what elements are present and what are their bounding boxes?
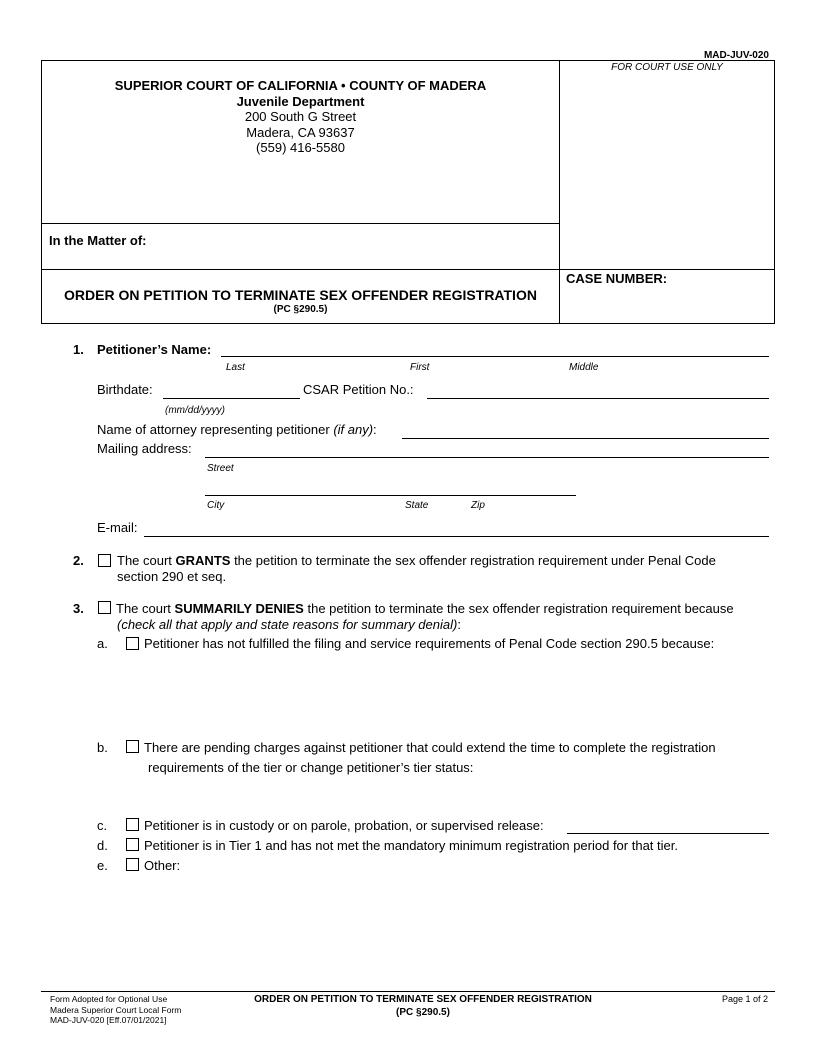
- court-city: Madera, CA 93637: [246, 124, 355, 140]
- item-a-letter: a.: [97, 636, 108, 651]
- item-b-text: There are pending charges against petitioner that could extend the time to complete the registration: [144, 740, 716, 755]
- birthdate-label: Birthdate:: [97, 382, 153, 397]
- item-e-text: Other:: [144, 858, 181, 873]
- csar-label: CSAR Petition No.:: [303, 382, 414, 397]
- email-field[interactable]: [144, 536, 769, 537]
- document-title-code: (PC §290.5): [273, 304, 328, 315]
- form-id: MAD-JUV-020: [703, 50, 769, 61]
- street-caption: Street: [207, 463, 234, 474]
- email-label: E-mail:: [97, 520, 138, 535]
- footer-center: [213, 994, 633, 1019]
- item-b-text-line2: requirements of the tier or change petitioner’s tier status:: [148, 760, 474, 775]
- matter-label: In the Matter of:: [49, 233, 147, 248]
- section1-number: 1.: [73, 342, 84, 357]
- court-street: 200 South G Street: [244, 109, 357, 124]
- footer-title-code: (PC §290.5): [396, 1006, 450, 1018]
- item-d-text: Petitioner is in Tier 1 and has not met the mandatory minimum registration period for that tier.: [144, 838, 678, 853]
- item-c-checkbox[interactable]: [126, 818, 139, 831]
- birthdate-field[interactable]: [163, 398, 300, 399]
- item-e-checkbox[interactable]: [126, 858, 139, 871]
- grants-checkbox[interactable]: [98, 554, 111, 567]
- footer-left-line3: MAD-JUV-020 [Eff.07/01/2021]: [50, 1015, 167, 1025]
- city-state-zip-field[interactable]: [205, 495, 576, 496]
- attorney-label: Name of attorney representing petitioner (if any):: [97, 422, 377, 437]
- footer-left-line1: Form Adopted for Optional Use: [50, 994, 168, 1004]
- mailing-address-label: Mailing address:: [97, 441, 192, 456]
- last-name-caption: Last: [226, 362, 245, 373]
- footer-rule: [41, 991, 775, 992]
- case-number-label: CASE NUMBER:: [566, 271, 668, 286]
- summarily-denies-instruction: (check all that apply and state reasons for summary denial):: [117, 617, 461, 632]
- footer-title: ORDER ON PETITION TO TERMINATE SEX OFFENDER REGISTRATION: [254, 994, 592, 1005]
- grants-text: The court GRANTS the petition to terminate the sex offender registration requirement under Penal Code: [117, 553, 716, 568]
- summarily-denies-text: The court SUMMARILY DENIES the petition to terminate the sex offender registration requirement because: [116, 601, 734, 616]
- item-a-text: Petitioner has not fulfilled the filing and service requirements of Penal Code section 290.5 because:: [144, 636, 715, 651]
- grants-text-line2: section 290 et seq.: [117, 569, 227, 584]
- item-e-other-field[interactable]: [190, 856, 769, 966]
- item-d-checkbox[interactable]: [126, 838, 139, 851]
- item-b-reason-field[interactable]: [144, 780, 769, 814]
- court-department: Juvenile Department: [236, 93, 365, 109]
- document-title: ORDER ON PETITION TO TERMINATE SEX OFFENDER REGISTRATION: [64, 287, 537, 303]
- petitioner-name-label: Petitioner’s Name:: [97, 342, 212, 357]
- csar-field[interactable]: [427, 398, 769, 399]
- zip-caption: Zip: [471, 500, 485, 511]
- footer-left-line2: Madera Superior Court Local Form: [50, 1004, 182, 1015]
- caption-divider-vertical: [559, 61, 560, 324]
- footer-left: [50, 994, 181, 1026]
- case-number-field[interactable]: [562, 287, 772, 321]
- city-caption: City: [207, 500, 225, 511]
- attorney-field[interactable]: [402, 438, 769, 439]
- section2-number: 2.: [73, 553, 84, 568]
- caption-divider-2: [42, 269, 775, 270]
- item-a-reason-field[interactable]: [144, 656, 769, 732]
- court-address-block: [42, 78, 559, 156]
- summarily-denies-checkbox[interactable]: [98, 601, 111, 614]
- item-d-letter: d.: [97, 838, 108, 853]
- item-b-letter: b.: [97, 740, 108, 755]
- page-number: Page 1 of 2: [721, 994, 768, 1004]
- court-use-label: FOR COURT USE ONLY: [611, 62, 723, 73]
- street-field[interactable]: [205, 457, 769, 458]
- state-caption: State: [405, 500, 429, 511]
- middle-name-caption: Middle: [569, 362, 599, 373]
- item-b-checkbox[interactable]: [126, 740, 139, 753]
- section3-number: 3.: [73, 601, 84, 616]
- item-c-text: Petitioner is in custody or on parole, probation, or supervised release:: [144, 818, 544, 833]
- item-e-letter: e.: [97, 858, 108, 873]
- petitioner-name-field[interactable]: [221, 356, 769, 357]
- first-name-caption: First: [410, 362, 430, 373]
- court-phone: (559) 416-5580: [256, 140, 345, 155]
- caption-box: [41, 60, 775, 324]
- item-a-checkbox[interactable]: [126, 637, 139, 650]
- matter-field[interactable]: [43, 224, 558, 268]
- birthdate-format: (mm/dd/yyyy): [165, 405, 225, 416]
- court-name: SUPERIOR COURT OF CALIFORNIA • COUNTY OF MADERA: [114, 78, 487, 93]
- item-c-letter: c.: [97, 818, 108, 833]
- item-c-field[interactable]: [567, 833, 769, 834]
